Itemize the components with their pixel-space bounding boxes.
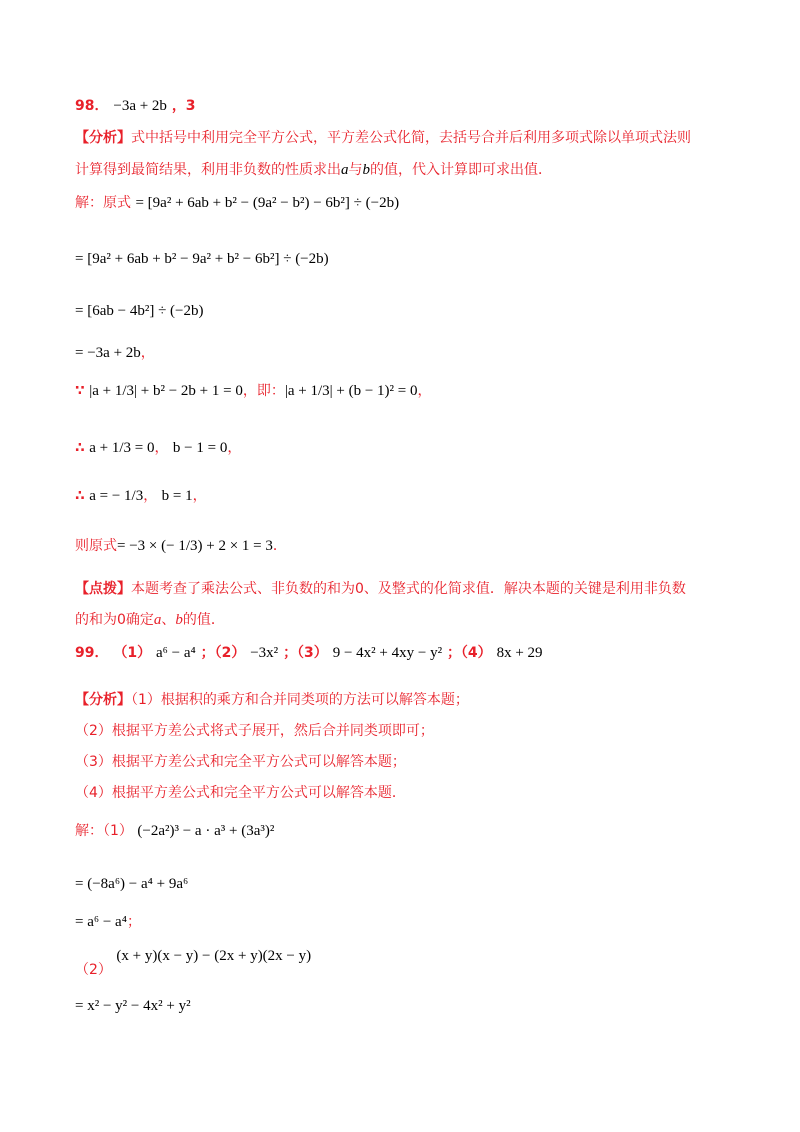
q98-answer-line — [75, 95, 196, 117]
q98-step4: = −3a + 2b — [75, 345, 141, 361]
q98-cond2: |a + 1/3| + (b − 1)² = 0 — [284, 383, 418, 399]
tip-var-a: a — [153, 612, 162, 628]
q99-analysis-line1 — [75, 689, 469, 711]
q98-therefore-line1 — [75, 437, 241, 459]
q99-part2-solution — [75, 945, 312, 978]
q98-analysis-text2: 计算得到最简结果，利用非负数的性质求出 — [75, 162, 341, 178]
q99-part2-sol-label: （2） — [75, 962, 112, 978]
q99-s3: = a⁶ − a⁴ — [75, 914, 127, 930]
q98-tip-text3: 的值． — [182, 612, 225, 628]
q99-s3-tail: ； — [126, 914, 141, 930]
q98-step4-line — [75, 342, 155, 364]
q98-analysis-and: 与 — [348, 162, 363, 178]
q99-s5: = x² − y² − 4x² + y² — [75, 998, 191, 1014]
q98-analysis-text1: 式中括号中利用完全平方公式，平方差公式化简，去括号合并后利用多项式除以单项式法则 — [131, 130, 691, 146]
q98-cond-mid: ，即： — [242, 383, 285, 399]
q99-s4: (x + y)(x − y) − (2x + y)(2x − y) — [116, 948, 312, 964]
q99-answer4: 8x + 29 — [496, 645, 543, 661]
q98-t1b: b − 1 = 0 — [172, 440, 228, 456]
q98-tip-line2 — [75, 609, 225, 631]
q98-cond1: |a + 1/3| + b² − 2b + 1 = 0 — [89, 383, 243, 399]
q98-number: 98． — [75, 98, 109, 114]
q98-final-line — [75, 535, 287, 557]
q98-t2b: b = 1 — [161, 488, 193, 504]
q98-solution-label: 解：原式 — [75, 195, 131, 211]
q98-tip-tag: 【点拨】 — [75, 581, 131, 597]
q99-solution-start — [75, 820, 274, 842]
q99-part1-label: （1） — [113, 645, 152, 661]
q98-cond-tail: ， — [417, 383, 432, 399]
q98-t1a: a + 1/3 = 0 — [89, 440, 155, 456]
q99-s2: = (−8a⁶) − a⁴ + 9a⁶ — [75, 876, 189, 892]
q99-analysis-1: （1）根据积的乘方和合并同类项的方法可以解答本题； — [131, 692, 469, 708]
q98-step1: = [9a² + 6ab + b² − (9a² − b²) − 6b²] ÷ (−2b) — [135, 195, 400, 211]
q98-t2-tail: ， — [192, 488, 207, 504]
q99-solution-label: 解：（1） — [75, 823, 133, 839]
q99-analysis-2: （2）根据平方差公式将式子展开，然后合并同类项即可； — [75, 723, 434, 739]
var-a: a — [341, 162, 349, 178]
tip-var-b: b — [175, 612, 183, 628]
q98-solution-start — [75, 192, 399, 214]
q98-therefore-line2 — [75, 485, 207, 507]
q99-analysis-4: （4）根据平方差公式和完全平方公式可以解答本题． — [75, 785, 406, 801]
q99-part4-label: ；（4） — [446, 645, 492, 661]
q98-answer-expr: −3a + 2b — [113, 98, 167, 114]
q98-analysis-text3: 的值，代入计算即可求出值． — [370, 162, 552, 178]
q98-tip-line1 — [75, 578, 686, 600]
q99-answer2: −3x² — [250, 645, 279, 661]
q99-analysis-3: （3）根据平方差公式和完全平方公式可以解答本题； — [75, 754, 406, 770]
q98-t2-sep: ， — [143, 488, 158, 504]
because-symbol: ∵ — [75, 383, 85, 399]
therefore-symbol-2: ∴ — [75, 488, 85, 504]
q98-analysis-line1 — [75, 127, 691, 149]
q98-t2a: a = − 1/3 — [89, 488, 144, 504]
q98-condition-line — [75, 380, 432, 402]
q98-tip-text1: 本题考查了乘法公式、非负数的和为0、及整式的化简求值．解决本题的关键是利用非负数 — [131, 581, 686, 597]
q99-part2-label: ；（2） — [200, 645, 246, 661]
q99-part3-label: ；（3） — [283, 645, 328, 661]
q98-t1-tail: ， — [227, 440, 242, 456]
q99-number: 99． — [75, 645, 109, 661]
q98-final-expr: = −3 × (− 1/3) + 2 × 1 = 3 — [117, 538, 273, 554]
q98-answer-tail: ，3 — [171, 98, 196, 114]
q98-step2: = [9a² + 6ab + b² − 9a² + b² − 6b²] ÷ (−2b) — [75, 251, 329, 267]
q98-tip-text2: 的和为0确定 — [75, 612, 154, 628]
q98-step3: = [6ab − 4b²] ÷ (−2b) — [75, 303, 204, 319]
q98-analysis-line2 — [75, 159, 552, 181]
therefore-symbol: ∴ — [75, 440, 85, 456]
q99-answer1: a⁶ − a⁴ — [155, 645, 196, 661]
q98-final-tail: ． — [272, 538, 287, 554]
q99-answer-line — [75, 642, 543, 664]
q98-t1-sep: ， — [154, 440, 169, 456]
q98-step4-tail: ， — [140, 345, 155, 361]
q98-final-label: 则原式 — [75, 538, 117, 554]
q99-answer3: 9 − 4x² + 4xy − y² — [332, 645, 443, 661]
q99-s1: (−2a²)³ − a · a³ + (3a³)² — [137, 823, 275, 839]
var-b: b — [362, 162, 370, 178]
q98-analysis-tag: 【分析】 — [75, 130, 131, 146]
q99-s3-line — [75, 911, 141, 933]
q98-tip-sep: 、 — [161, 612, 176, 628]
q99-analysis-tag: 【分析】 — [75, 692, 131, 708]
